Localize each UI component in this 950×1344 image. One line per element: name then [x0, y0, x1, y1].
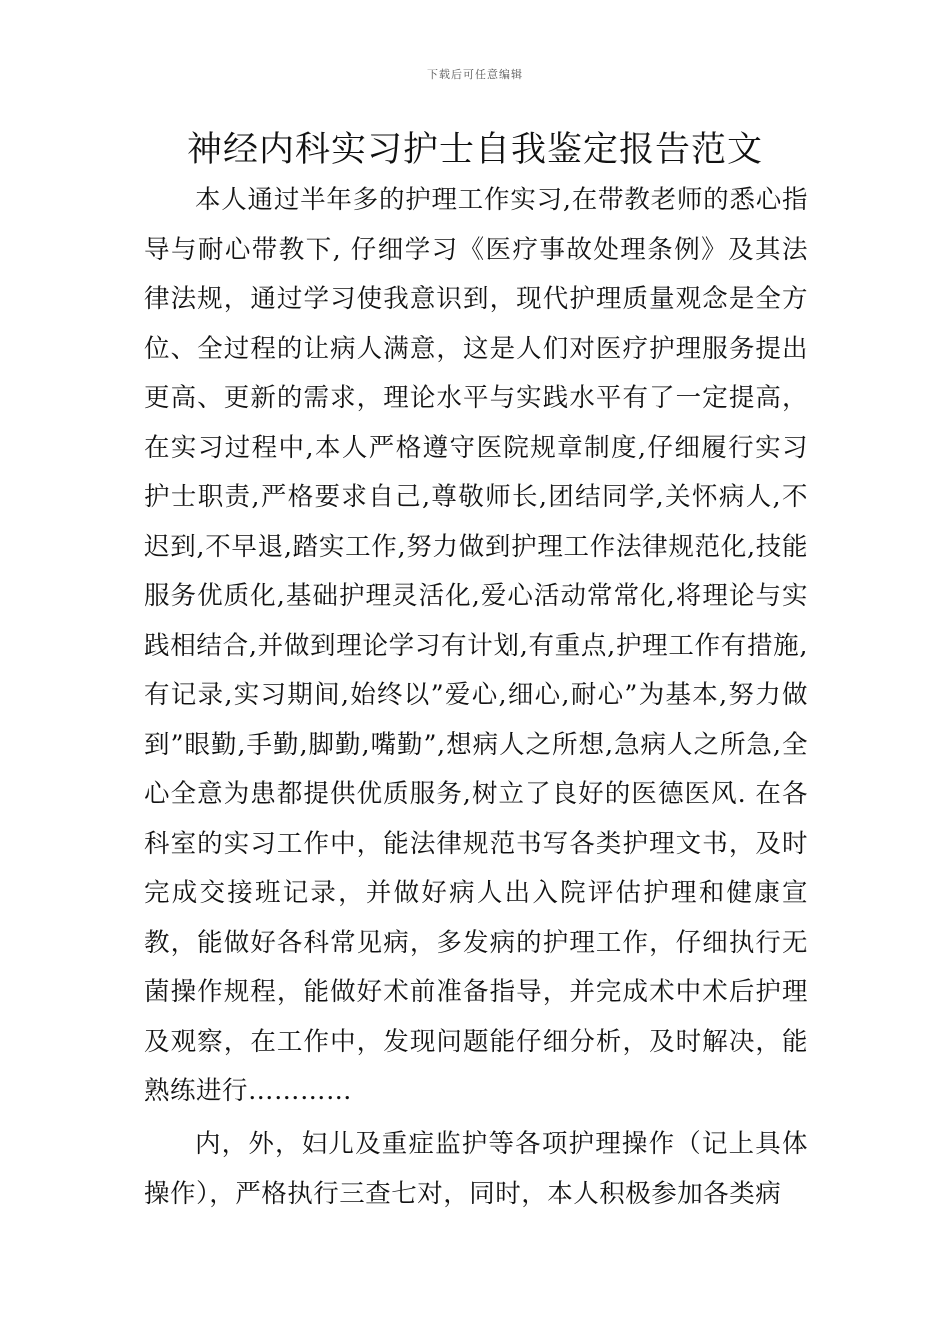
- body-paragraph-2: 内，外，妇儿及重症监护等各项护理操作（记上具体操作），严格执行三查七对，同时，本人积极参加各类病: [144, 1129, 808, 1209]
- body-paragraph-1: 本人通过半年多的护理工作实习,在带教老师的悉心指导与耐心带教下, 仔细学习《医疗事故处理条例》及其法律法规，通过学习使我意识到，现代护理质量观念是全方位、全过程的让病人满意，这是人们对医疗护理服务提出更高、更新的需求，理论水平与实践水平有了一定提高，在实习过程中,本人严格遵守医院规章制度,仔细履行实习护士职责,严格要求自己,尊敬师长,团结同学,关怀病人,不迟到,不早退,踏实工作,努力做到护理工作法律规范化,技能服务优质化,基础护理灵活化,爱心活动常常化,将理论与实践相结合,并做到理论学习有计划,有重点,护理工作有措施,有记录,实习期间,始终以”爱心,细心,耐心”为基本,努力做到”眼勤,手勤,脚勤,嘴勤”,想病人之所想,急病人之所急,全心全意为患都提供优质服务,树立了良好的医德医风. 在各科室的实习工作中，能法律规范书写各类护理文书，及时完成交接班记录，并做好病人出入院评估护理和健康宣教，能做好各科常见病，多发病的护理工作，仔细执行无菌操作规程，能做好术前准备指导，并完成术中术后护理及观察，在工作中，发现问题能仔细分析，及时解决，能熟练进行…………: [144, 185, 808, 1106]
- header-note: 下载后可任意编辑: [427, 68, 523, 81]
- document-title: 神经内科实习护士自我鉴定报告范文: [186, 130, 763, 170]
